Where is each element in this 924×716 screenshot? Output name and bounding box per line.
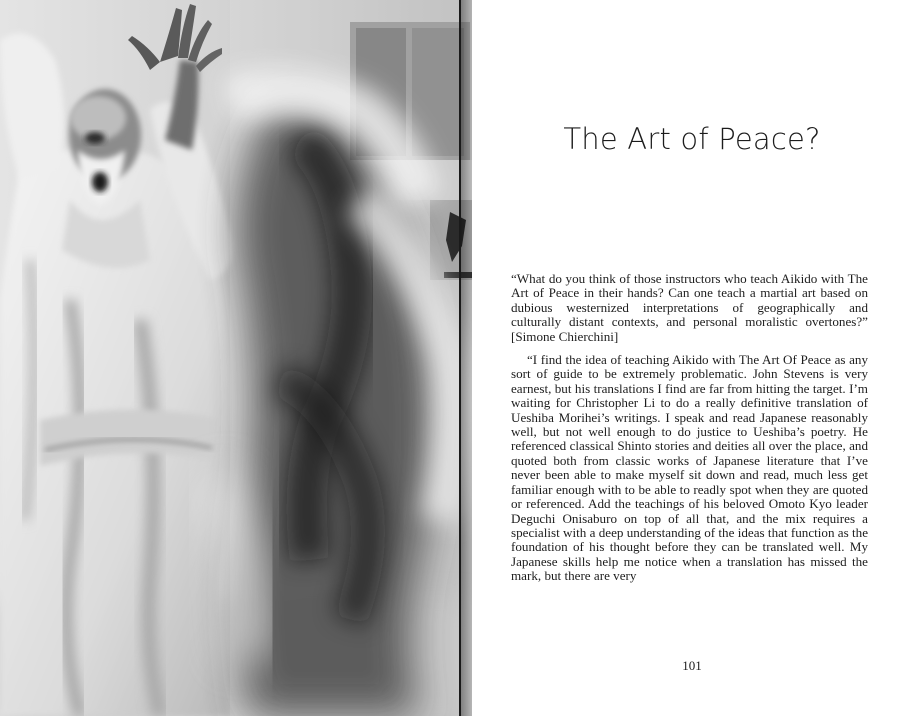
text-page: [472, 0, 924, 716]
interview-question: “What do you think of those instructors who teach Aikido with The Art of Peace in their hands? Can one teach a martial art based on dubious westernized interpretations of geographically and culturally distant contexts, and personal moralistic overtones?” [Simone Chierchini]: [511, 272, 868, 344]
page-number: 101: [682, 658, 702, 673]
chapter-title: The Art of Peace?: [563, 122, 821, 156]
interview-answer: “I find the idea of teaching Aikido with The Art Of Peace as any sort of guide to be extremely problematic. John Stevens is very earnest, but his translations I find are far from hitting the target. I’m waiting for Christopher Li to do a really definitive translation of Ueshiba Morihei’s writings. I speak and read Japanese reasonably well, but not well enough to do justice to Ueshiba’s poetry. He referenced classical Shinto stories and deities all over the place, and quoted both from classic works of Japanese literature that I’ve never been able to make myself sit down and read, much less get familiar enough with to be able to readly spot when they are quoted or referenced. Add the teachings of his beloved Omoto Kyo leader Deguchi Onisaburo on top of all that, and the mix requires a specialist with a deep understanding of the ideas that function as the foundation of his thought before they can be translated well. My Japanese skills help me notice when a translation has missed the mark, but there are very: [511, 352, 868, 584]
body-text: [511, 272, 868, 622]
